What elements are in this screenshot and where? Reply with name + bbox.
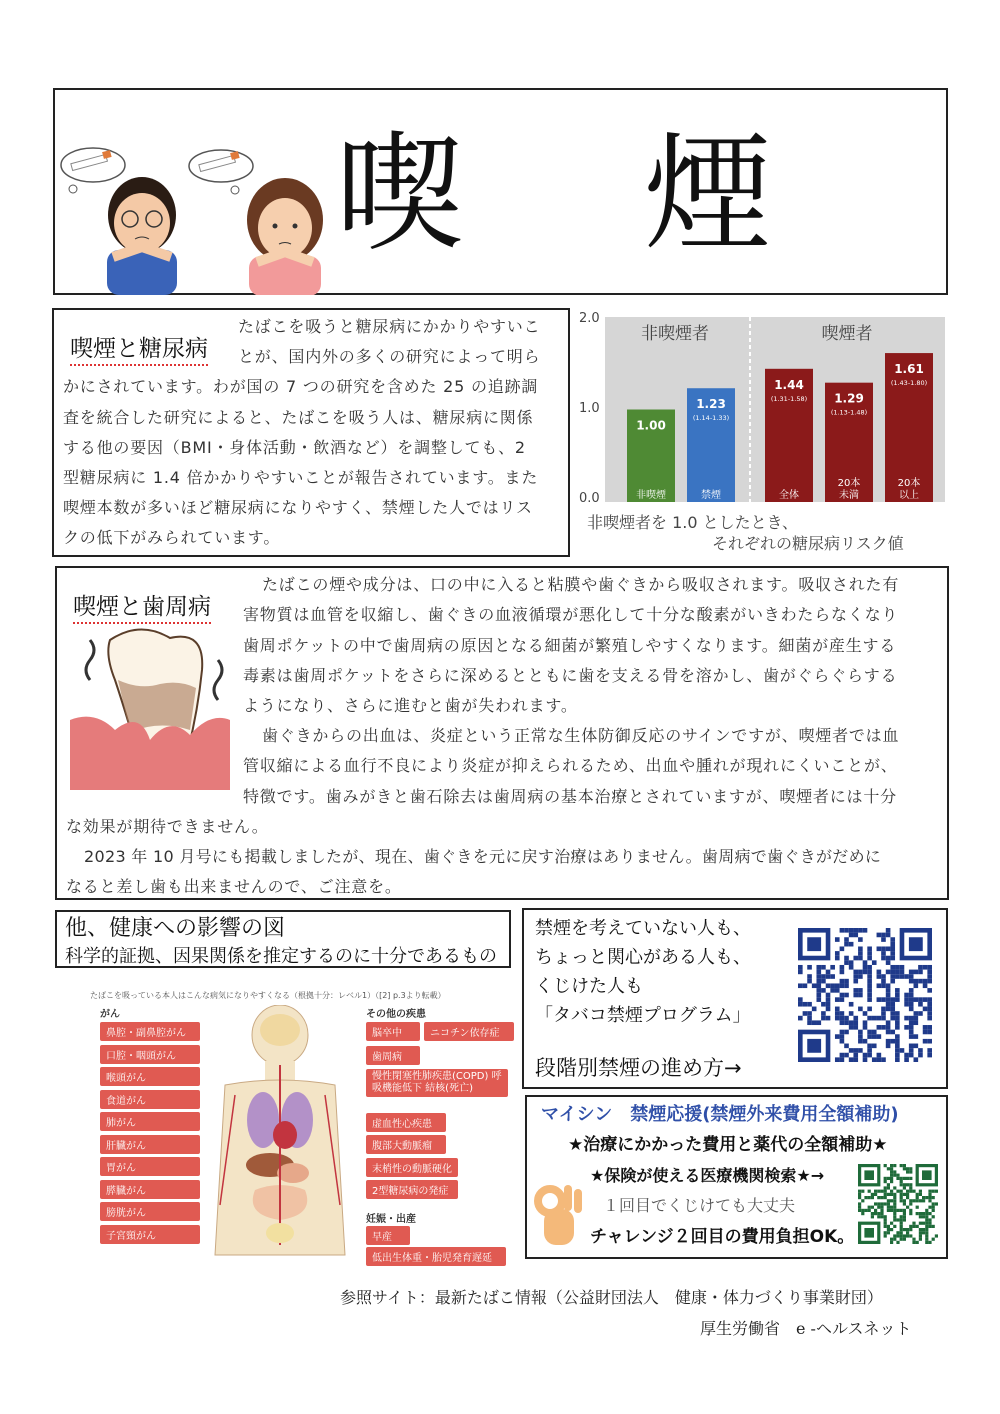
program-line-1: 禁煙を考えていない人も、 xyxy=(535,918,751,939)
periodontal-line-10: 2023 年 10 月号にも掲載しましたが、現在、歯ぐきを元に戻す治療はありません。歯周病で歯ぐきがだめに xyxy=(84,847,882,866)
diabetes-line-2: とが、国内外の多くの研究によって明ら xyxy=(238,347,541,366)
diabetes-line-5: する他の要因（BMI・身体活動・飲酒など）を調整しても、2 xyxy=(63,438,526,457)
periodontal-line-1: たばこの煙や成分は、口の中に入ると粘膜や歯ぐきから吸収されます。吸収された有 xyxy=(262,575,900,594)
reference-line-2: 厚生労働省 e -ヘルスネット xyxy=(700,1319,912,1338)
disease-tag: 虚血性心疾患 xyxy=(366,1113,446,1132)
disease-tag: 口腔・咽頭がん xyxy=(100,1045,200,1064)
bar-category-label: 全体 xyxy=(779,490,799,501)
disease-tag: 腹部大動脈瘤 xyxy=(366,1135,446,1154)
program-text xyxy=(535,914,751,1030)
diabetes-line-1: たばこを吸うと糖尿病にかかりやすいこ xyxy=(238,317,541,336)
disease-tag: 低出生体重・胎児発育遅延 xyxy=(366,1247,506,1266)
disease-tag: 脳卒中 xyxy=(366,1022,420,1041)
disease-tag: 肺がん xyxy=(100,1112,200,1131)
bar-value-label: 1.23 xyxy=(696,397,726,412)
bar-category-label: 20本 xyxy=(897,478,921,489)
cancer-group-label: がん xyxy=(100,1009,120,1020)
bar-value-label: 1.29 xyxy=(834,391,864,406)
disease-tag: 2型糖尿病の発症 xyxy=(366,1180,458,1199)
reference-line-1: 参照サイト：最新たばこ情報（公益財団法人 健康・体力づくり事業財団） xyxy=(340,1288,883,1307)
ok-hand-icon xyxy=(530,1183,586,1253)
other-diseases-label: その他の疾患 xyxy=(366,1009,426,1020)
pregnancy-label: 妊娠・出産 xyxy=(366,1214,416,1225)
disease-tag: 食道がん xyxy=(100,1090,200,1109)
periodontal-line-6: 歯ぐきからの出血は、炎症という正常な生体防御反応のサインですが、喫煙者では血 xyxy=(262,726,900,745)
y-tick-label: 0.0 xyxy=(579,491,600,506)
disease-tag: 慢性閉塞性肺疾患(COPD) 呼吸機能低下 結核(死亡) xyxy=(366,1069,508,1097)
bar-ci-label: (1.43-1.80) xyxy=(890,379,928,388)
periodontal-line-7: 管収縮による血行不良により炎症が抑えられるため、出血や腫れが現れにくいことが、 xyxy=(243,756,898,775)
page-title: 喫 煙 xyxy=(335,120,842,269)
group-label-nonsmoker: 非喫煙者 xyxy=(641,324,709,344)
disease-tag: 早産 xyxy=(366,1226,410,1245)
periodontal-line-11: なると差し歯も出来ませんので、ご注意を。 xyxy=(66,877,402,896)
human-body-illustration xyxy=(205,1005,355,1267)
maishin-search-link[interactable]: ★保険が使える医療機関検索★→ xyxy=(590,1166,825,1185)
bar-category-label: 非喫煙 xyxy=(636,490,666,501)
disease-tag: 膀胱がん xyxy=(100,1202,200,1221)
periodontal-line-9: な効果が期待できません。 xyxy=(66,817,269,836)
bar-value-label: 1.44 xyxy=(774,377,804,392)
diabetes-line-3: かにされています。わが国の 7 つの研究を含めた 25 の追跡調 xyxy=(63,377,539,396)
periodontal-heading: 喫煙と歯周病 xyxy=(73,588,211,621)
program-link[interactable]: 段階別禁煙の進め方→ xyxy=(535,1056,742,1080)
bar-category-label: 禁煙 xyxy=(701,490,721,501)
program-line-3: くじけた人も xyxy=(535,976,643,997)
disease-tag: 膵臓がん xyxy=(100,1180,200,1199)
clinic-search-qr-code[interactable] xyxy=(858,1164,938,1244)
periodontal-line-8: 特徴です。歯みがきと歯石除去は歯周病の基本治療とされていますが、喫煙者には十分 xyxy=(243,787,897,806)
bar-ci-label: (1.13-1.48) xyxy=(830,408,868,417)
bar-ci-label: (1.31-1.58) xyxy=(770,394,808,403)
woman-thinking-illustration xyxy=(183,148,333,295)
disease-tag: 鼻腔・副鼻腔がん xyxy=(100,1022,200,1041)
tooth-illustration xyxy=(70,620,230,790)
program-line-4: 「タバコ禁煙プログラム」 xyxy=(535,1005,751,1026)
group-label-smoker: 喫煙者 xyxy=(821,324,873,344)
health-effects-subheading: 科学的証拠、因果関係を推定するのに十分であるもの xyxy=(65,946,497,967)
bar-ci-label: (1.14-1.33) xyxy=(692,414,730,423)
periodontal-line-4: 毒素は歯周ポケットをさらに深めるとともに歯を支える骨を溶かし、歯がぐらぐらする xyxy=(243,666,898,685)
disease-tag: 末梢性の動脈硬化 xyxy=(366,1158,458,1177)
disease-tag: 胃がん xyxy=(100,1157,200,1176)
maishin-title: マイシン 禁煙応援(禁煙外来費用全額補助) xyxy=(541,1104,899,1125)
chart-caption-line2: それぞれの糖尿病リスク値 xyxy=(712,534,904,553)
disease-tag: 子宮頸がん xyxy=(100,1225,200,1244)
disease-tag: 肝臓がん xyxy=(100,1135,200,1154)
bar-value-label: 1.61 xyxy=(894,362,924,377)
periodontal-line-2: 害物質は血管を収縮し、歯ぐきの血液循環が悪化して十分な酸素がいきわたらなくなり xyxy=(243,605,899,624)
diabetes-line-7: 喫煙本数が多いほど糖尿病になりやすく、禁煙した人ではリス xyxy=(63,498,533,517)
program-line-2: ちょっと関心がある人も、 xyxy=(535,947,751,968)
y-tick-label: 1.0 xyxy=(579,401,600,416)
diabetes-line-6: 型糖尿病に 1.4 倍かかりやすいことが報告されています。また xyxy=(63,468,539,487)
diabetes-line-8: クの低下がみられています。 xyxy=(63,528,281,547)
diabetes-line-4: 査を統合した研究によると、たばこを吸う人は、糖尿病に関係 xyxy=(63,408,534,427)
program-qr-code[interactable] xyxy=(798,928,932,1062)
diabetes-heading: 喫煙と糖尿病 xyxy=(70,330,208,363)
maishin-line-3: １回目でくじけても大丈夫 xyxy=(603,1196,796,1215)
disease-tag: ニコチン依存症 xyxy=(424,1022,514,1041)
bar-category-label: 20本 xyxy=(837,478,861,489)
maishin-line-4: チャレンジ２回目の費用負担OK。 xyxy=(590,1227,855,1247)
bar-category-label: 未満 xyxy=(839,490,859,501)
figure-caption: たばこを吸っている本人はこんな病気になりやすくなる（根拠十分：レベル1）（[2] p.3より転載） xyxy=(90,991,446,1000)
health-effects-heading: 他、健康への影響の図 xyxy=(65,916,286,941)
bar-category-label: 以上 xyxy=(899,490,919,501)
bar-value-label: 1.00 xyxy=(636,418,666,433)
disease-tag: 喉頭がん xyxy=(100,1067,200,1086)
maishin-line-1: ★治療にかかった費用と薬代の全額補助★ xyxy=(568,1135,888,1155)
disease-tag: 歯周病 xyxy=(366,1046,420,1065)
periodontal-line-5: ようになり、さらに進むと歯が失われます。 xyxy=(243,696,578,715)
chart-caption-line1: 非喫煙者を 1.0 としたとき、 xyxy=(587,513,798,532)
periodontal-line-3: 歯周ポケットの中で歯周病の原因となる細菌が繁殖しやすくなります。細菌が産生する xyxy=(243,636,897,655)
y-tick-label: 2.0 xyxy=(579,311,600,326)
